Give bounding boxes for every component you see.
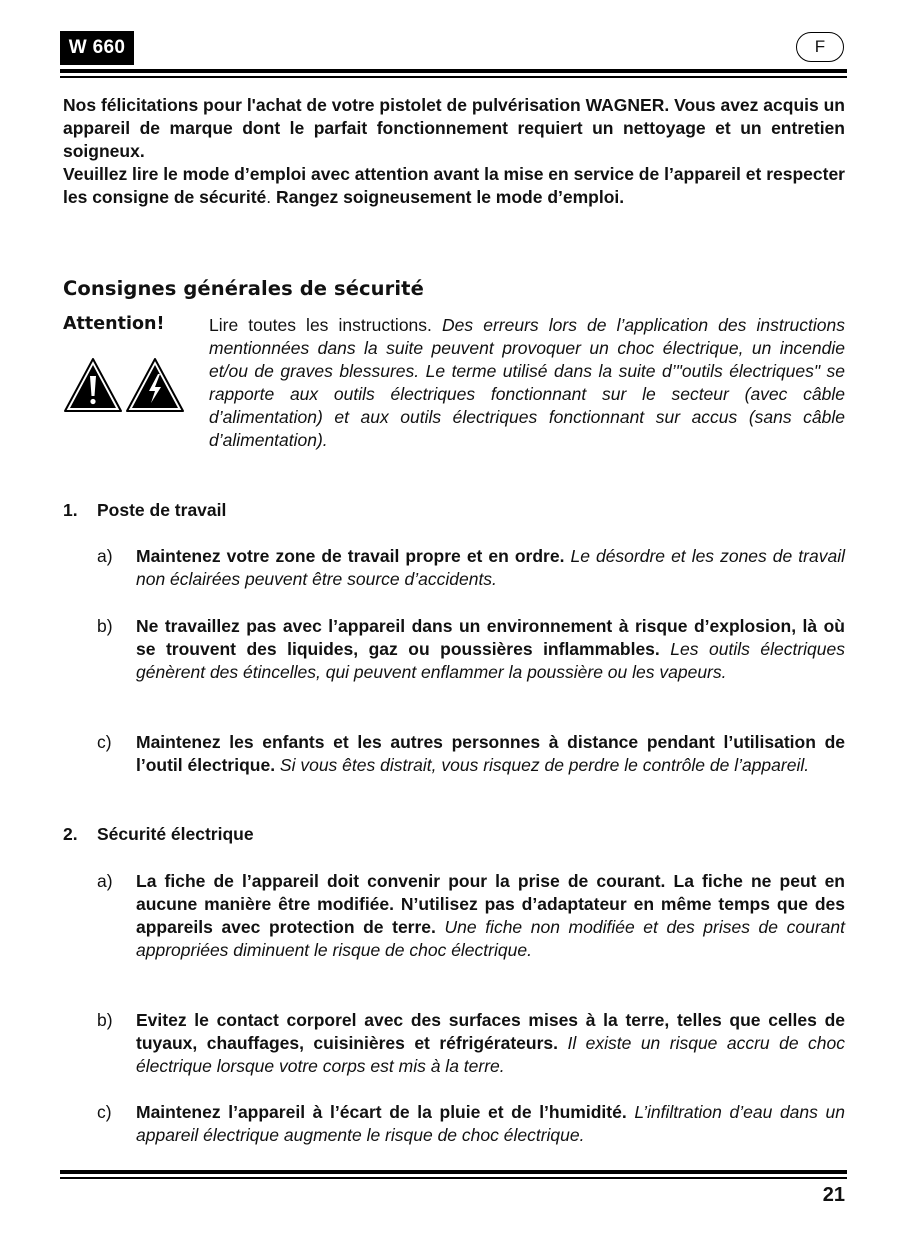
intro-paragraph-1: Nos félicitations pour l'achat de votre pistolet de pulvérisation WAGNER. Vous avez acquis un appareil de marque dont le parfait fonctionnement requiert un nettoyage et un entretien soigneux. xyxy=(63,95,845,161)
intro-p2-part-a: Veuillez lire le mode d’emploi avec attention avant la mise en service de l’appareil et respecter les consigne de sécurité xyxy=(63,164,845,207)
section-title: Sécurité électrique xyxy=(97,824,254,844)
intro-p2-part-b: Rangez soigneusement le mode d’emploi. xyxy=(271,187,625,207)
general-warning-icon xyxy=(65,359,121,411)
item-bold: Maintenez l’appareil à l’écart de la pluie et de l’humidité. xyxy=(136,1102,627,1122)
page-number: 21 xyxy=(822,1184,845,1206)
item-bold: La fiche de l’appareil doit convenir pour la prise de courant. La fiche ne peut en aucune manière être modifiée. N’utilisez pas d’adaptateur en même temps que des appareils avec protection de terre. xyxy=(136,871,845,937)
item-italic: Le désordre et les zones de travail non éclairées peuvent être source d’accidents. xyxy=(136,546,845,589)
intro-p2-separator: . xyxy=(266,187,272,207)
header-rule xyxy=(60,69,847,73)
attention-lead: Lire toutes les instructions. xyxy=(209,315,432,335)
footer-rule xyxy=(60,1170,847,1174)
section-2-heading xyxy=(63,823,254,846)
item-italic: Une fiche non modifiée et des prises de courant appropriées diminuent le risque de choc électrique. xyxy=(136,917,845,960)
list-item xyxy=(97,545,845,591)
item-letter: c) xyxy=(97,1102,112,1122)
header-rule-thin xyxy=(60,76,847,78)
safety-title: Consignes générales de sécurité xyxy=(63,277,424,300)
list-item xyxy=(97,870,845,962)
attention-text xyxy=(209,314,845,452)
section-1-heading xyxy=(63,499,226,522)
electric-hazard-icon xyxy=(127,359,183,411)
list-item xyxy=(97,1101,845,1147)
warning-icons xyxy=(62,356,186,414)
section-number: 1. xyxy=(63,500,78,520)
item-bold: Ne travaillez pas avec l’appareil dans un environnement à risque d’explosion, là où se trouvent des liquides, gaz ou poussières inflammables. xyxy=(136,616,845,659)
language-badge: F xyxy=(796,32,844,62)
item-bold: Maintenez votre zone de travail propre et en ordre. xyxy=(136,546,565,566)
item-letter: a) xyxy=(97,546,113,566)
section-number: 2. xyxy=(63,824,78,844)
list-item xyxy=(97,615,845,684)
model-badge: W 660 xyxy=(60,31,134,65)
item-bold: Evitez le contact corporel avec des surfaces mises à la terre, telles que celles de tuyaux, chauffages, cuisinières et réfrigérateurs. xyxy=(136,1010,845,1053)
item-letter: c) xyxy=(97,732,112,752)
item-bold: Maintenez les enfants et les autres personnes à distance pendant l’utilisation de l’outil électrique. xyxy=(136,732,845,775)
list-item xyxy=(97,1009,845,1078)
list-item xyxy=(97,731,845,777)
footer-rule-thin xyxy=(60,1177,847,1179)
attention-italic: Des erreurs lors de l’application des instructions mentionnées dans la suite peuvent provoquer un choc électrique, un incendie et/ou de graves blessures. Le terme utilisé dans la suite d’"outils électriques" se rapporte aux outils électriques fonctionnant sur le secteur (avec câble d’alimentation) et aux outils électriques fonctionnant sur accus (sans câble d’alimentation). xyxy=(209,315,846,450)
item-italic: Si vous êtes distrait, vous risquez de perdre le contrôle de l’appareil. xyxy=(275,755,810,775)
item-italic: L’infiltration d’eau dans un appareil électrique augmente le risque de choc électrique. xyxy=(136,1102,845,1145)
item-letter: a) xyxy=(97,871,113,891)
item-letter: b) xyxy=(97,1010,113,1030)
item-italic: Il existe un risque accru de choc électrique lorsque votre corps est mis à la terre. xyxy=(136,1033,845,1076)
item-italic: Les outils électriques génèrent des étincelles, qui peuvent enflammer la poussière ou les vapeurs. xyxy=(136,639,845,682)
section-title: Poste de travail xyxy=(97,500,227,520)
intro-paragraph-2 xyxy=(63,163,845,209)
intro-text xyxy=(63,94,845,209)
attention-label: Attention! xyxy=(63,314,165,334)
item-letter: b) xyxy=(97,616,113,636)
